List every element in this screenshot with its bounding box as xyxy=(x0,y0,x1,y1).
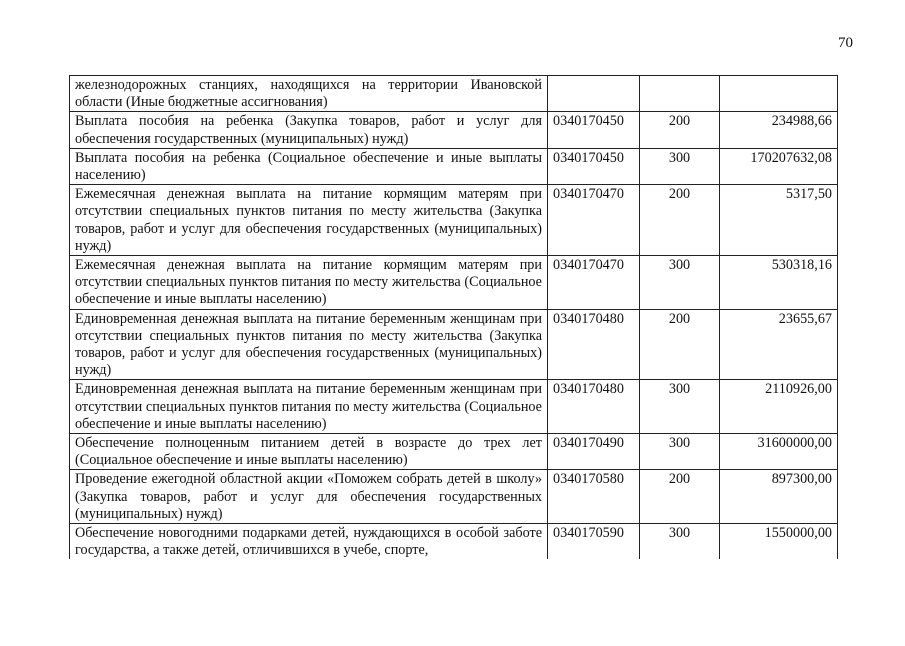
row-expense-type: 300 xyxy=(640,148,720,184)
row-description: Единовременная денежная выплата на питание беременным женщинам при отсутствии специальных пунктов питания по месту жительства (Социальное обеспечение и иные выплаты населению) xyxy=(70,380,548,434)
row-target-code: 0340170590 xyxy=(548,524,640,560)
row-description: Обеспечение полноценным питанием детей в возрасте до трех лет (Социальное обеспечение и иные выплаты населению) xyxy=(70,434,548,470)
row-target-code: 0340170480 xyxy=(548,380,640,434)
row-target-code: 0340170580 xyxy=(548,470,640,524)
table-row xyxy=(70,256,838,310)
row-description: Обеспечение новогодними подарками детей, нуждающихся в особой заботе государства, а также детей, отличившихся в учебе, спорте, xyxy=(70,524,548,560)
row-target-code: 0340170470 xyxy=(548,256,640,310)
row-description: Проведение ежегодной областной акции «Поможем собрать детей в школу» (Закупка товаров, работ и услуг для обеспечения государственных (муниципальных) нужд) xyxy=(70,470,548,524)
row-description: железнодорожных станциях, находящихся на территории Ивановской области (Иные бюджетные ассигнования) xyxy=(70,76,548,112)
row-expense-type: 300 xyxy=(640,380,720,434)
table-row xyxy=(70,148,838,184)
table-row xyxy=(70,112,838,148)
row-target-code: 0340170450 xyxy=(548,148,640,184)
table-row xyxy=(70,76,838,112)
row-expense-type: 200 xyxy=(640,185,720,256)
row-target-code: 0340170480 xyxy=(548,309,640,380)
page-bottom-margin xyxy=(60,566,860,646)
row-expense-type: 300 xyxy=(640,434,720,470)
row-amount: 530318,16 xyxy=(720,256,838,310)
row-amount: 5317,50 xyxy=(720,185,838,256)
row-description: Выплата пособия на ребенка (Закупка товаров, работ и услуг для обеспечения государственных (муниципальных) нужд) xyxy=(70,112,548,148)
row-target-code xyxy=(548,76,640,112)
row-expense-type: 200 xyxy=(640,309,720,380)
row-target-code: 0340170470 xyxy=(548,185,640,256)
table-row xyxy=(70,524,838,560)
row-expense-type: 200 xyxy=(640,112,720,148)
row-amount: 31600000,00 xyxy=(720,434,838,470)
row-expense-type: 200 xyxy=(640,470,720,524)
row-amount: 1550000,00 xyxy=(720,524,838,560)
row-amount: 23655,67 xyxy=(720,309,838,380)
row-amount xyxy=(720,76,838,112)
table-row xyxy=(70,470,838,524)
row-description: Ежемесячная денежная выплата на питание кормящим матерям при отсутствии специальных пунктов питания по месту жительства (Социальное обеспечение и иные выплаты населению) xyxy=(70,256,548,310)
row-amount: 897300,00 xyxy=(720,470,838,524)
row-description: Ежемесячная денежная выплата на питание кормящим матерям при отсутствии специальных пунктов питания по месту жительства (Закупка товаров, работ и услуг для обеспечения государственных (муниципальных) нужд) xyxy=(70,185,548,256)
row-amount: 2110926,00 xyxy=(720,380,838,434)
row-expense-type: 300 xyxy=(640,524,720,560)
row-target-code: 0340170490 xyxy=(548,434,640,470)
row-target-code: 0340170450 xyxy=(548,112,640,148)
row-amount: 234988,66 xyxy=(720,112,838,148)
table-row xyxy=(70,380,838,434)
row-description: Выплата пособия на ребенка (Социальное обеспечение и иные выплаты населению) xyxy=(70,148,548,184)
table-row xyxy=(70,309,838,380)
budget-table xyxy=(69,75,838,559)
row-expense-type: 300 xyxy=(640,256,720,310)
table-row xyxy=(70,185,838,256)
page-number: 70 xyxy=(838,35,853,51)
row-expense-type xyxy=(640,76,720,112)
row-amount: 170207632,08 xyxy=(720,148,838,184)
table-row xyxy=(70,434,838,470)
row-description: Единовременная денежная выплата на питание беременным женщинам при отсутствии специальных пунктов питания по месту жительства (Закупка товаров, работ и услуг для обеспечения государственных (муниципальных) нужд) xyxy=(70,309,548,380)
